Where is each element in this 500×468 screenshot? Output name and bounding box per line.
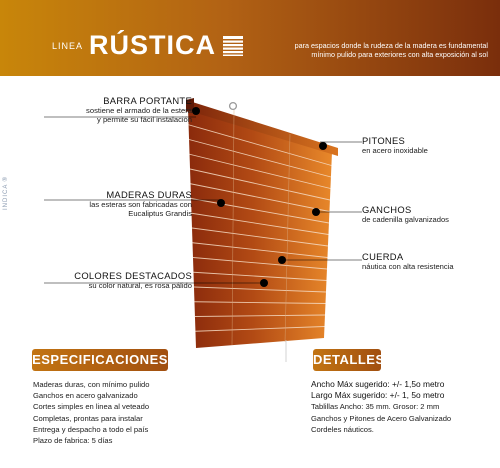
list-item: Plazo de fabrica: 5 días	[33, 436, 113, 446]
list-item: Cordeles náuticos.	[311, 424, 374, 434]
especificaciones-heading: ESPECIFICACIONES	[32, 349, 168, 371]
list-item: Ganchos en acero galvanizado	[33, 391, 138, 401]
dot-barra	[192, 107, 200, 115]
callout-ganchos: GANCHOS de cadenilla galvanizados	[362, 204, 449, 224]
dot-pitones	[319, 142, 327, 150]
list-item: Ancho Máx sugerido: +/- 1,5o metro	[311, 379, 445, 389]
detalles-heading: DETALLES	[313, 349, 381, 371]
brand-name: RÚSTICA	[89, 30, 217, 60]
list-item: Ganchos y Pitones de Acero Galvanizado	[311, 413, 452, 423]
especificaciones-list	[33, 379, 208, 446]
detalles-list	[311, 379, 496, 435]
callout-pitones: PITONES en acero inoxidable	[362, 135, 428, 155]
list-item: Largo Máx sugerido: +/- 1, 5o metro	[311, 390, 445, 401]
banner-description: para espacios donde la rudeza de la madera es fundamental mínimo pulido para exteriores con alta exposición al sol	[294, 41, 488, 59]
hook-left-icon	[230, 103, 237, 110]
brand-prefix: LINEA	[52, 40, 84, 51]
list-item: Entrega y despacho a todo el país	[33, 424, 149, 434]
dot-maderas	[217, 199, 225, 207]
callout-barra-portante: BARRA PORTANTE sostiene el armado de la estera y permite su fácil instalación	[86, 95, 192, 124]
dot-colores	[260, 279, 268, 287]
callout-cuerda: CUERDA náutica con alta resistencia	[362, 251, 454, 271]
list-item: Tablillas Ancho: 35 mm. Grosor: 2 mm	[311, 402, 440, 412]
callout-colores-destacados: COLORES DESTACADOS su color natural, es rosa pálido	[74, 270, 192, 290]
callout-maderas-duras: MADERAS DURAS las esteras son fabricadas con Eucaliptus Grandis	[89, 189, 192, 218]
dot-cuerda	[278, 256, 286, 264]
dot-ganchos	[312, 208, 320, 216]
side-watermark: INDICA ®	[3, 175, 9, 210]
list-item: Maderas duras, con mínimo pulido	[33, 380, 150, 389]
list-item: Cortes simples en linea al veteado	[33, 402, 150, 412]
list-item: Completas, prontas para instalar	[33, 413, 143, 423]
